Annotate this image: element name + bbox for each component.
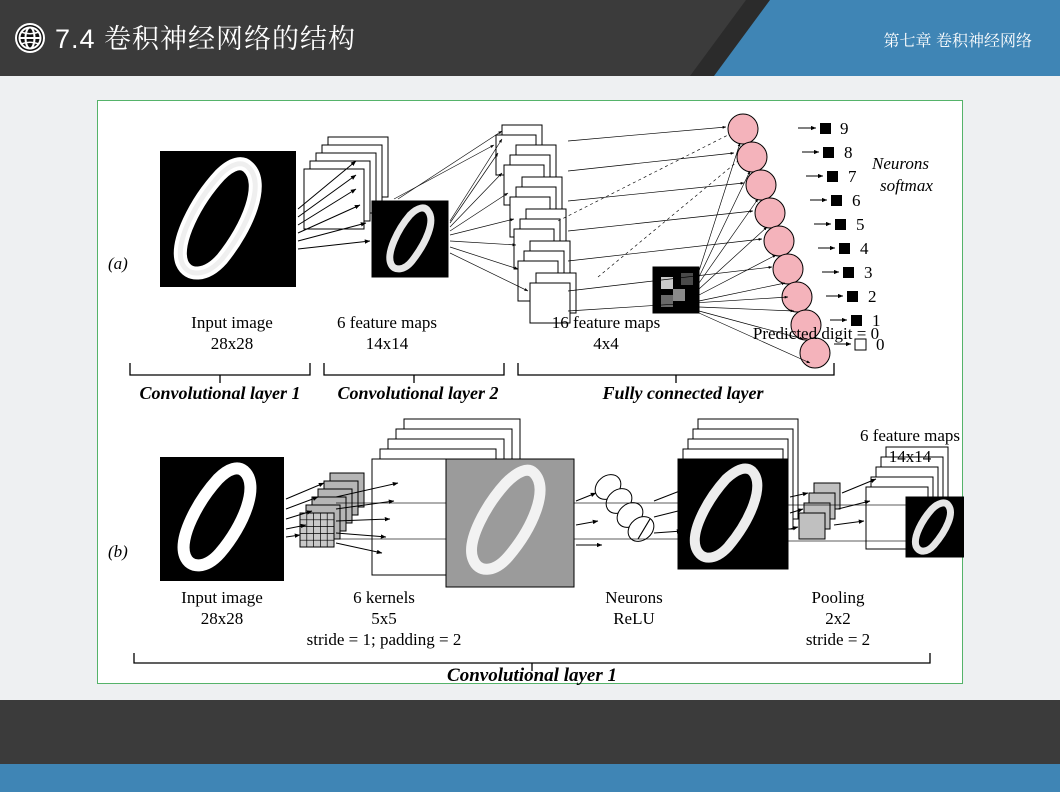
brace-label-conv1: Convolutional layer 1 [139, 383, 301, 403]
slide-header [0, 0, 1060, 76]
footer-accent-bar [0, 764, 1060, 792]
digit-label: 1 [872, 311, 881, 330]
page-title: 7.4 卷积神经网络的结构 [55, 24, 357, 54]
feature-maps-1-label: 6 feature maps [336, 313, 438, 332]
input-image-label: Input image [191, 313, 273, 332]
digit-label: 8 [844, 143, 853, 162]
digit-label: 5 [856, 215, 865, 234]
digit-label: 2 [868, 287, 877, 306]
panel-a-braces [130, 363, 834, 383]
digit-label: 6 [852, 191, 861, 210]
pooling-stride-label: stride = 2 [805, 630, 871, 649]
feature-maps-2-label: 16 feature maps [551, 313, 661, 332]
brace-label-fc: Fully connected layer [602, 383, 764, 403]
panel-b-relu-output-map [678, 459, 788, 569]
figure-container [97, 100, 963, 684]
feature-maps-2-size: 4x4 [593, 334, 619, 353]
brace-label-conv1-b: Convolutional layer 1 [447, 665, 617, 685]
panel-b-conv-output-map [446, 459, 574, 587]
predicted-digit-label: Predicted digit = 0 [752, 324, 880, 343]
b-out-feature-size-label: 14x14 [888, 447, 932, 466]
panel-b-input-image [160, 457, 284, 581]
stride-padding-label: stride = 1; padding = 2 [306, 630, 462, 649]
feature-maps-1-size: 14x14 [365, 334, 409, 353]
kernels-label: 6 kernels [353, 588, 415, 607]
kernel-size-label: 5x5 [371, 609, 397, 628]
panel-b-tag: (b) [108, 542, 128, 561]
b-input-size-label: 28x28 [200, 609, 244, 628]
panel-b-kernels [300, 473, 364, 547]
panel-b-pooling-blocks [799, 483, 840, 539]
chapter-label: 第七章 卷积神经网络 [883, 33, 1032, 50]
relu-label: ReLU [613, 609, 655, 628]
digit-label: 3 [864, 263, 873, 282]
panel-b-output-map [906, 497, 964, 557]
b-out-feature-maps-label: 6 feature maps [859, 426, 961, 445]
pooling-size-label: 2x2 [825, 609, 851, 628]
panel-a-input-image [160, 151, 296, 287]
panel-a-tag: (a) [108, 254, 128, 273]
input-size-label: 28x28 [210, 334, 254, 353]
brace-label-conv2: Convolutional layer 2 [337, 383, 499, 403]
panel-a-feature-map-last [653, 267, 699, 313]
panel-b-relu-neurons [590, 470, 659, 547]
digit-label: 0 [876, 335, 885, 354]
globe-icon [14, 22, 46, 54]
footer-bar [0, 700, 1060, 764]
digit-label: 4 [860, 239, 869, 258]
b-input-image-label: Input image [181, 588, 263, 607]
pooling-label: Pooling [811, 588, 865, 607]
cnn-architecture-diagram [98, 101, 964, 685]
panel-a-feature-stack-2 [496, 125, 576, 323]
neurons-label: Neurons [872, 154, 929, 173]
b-neurons-label: Neurons [605, 588, 663, 607]
digit-label: 9 [840, 119, 849, 138]
panel-a-feature-map-highlight [372, 201, 448, 277]
softmax-label: softmax [880, 176, 933, 195]
digit-label: 7 [848, 167, 857, 186]
